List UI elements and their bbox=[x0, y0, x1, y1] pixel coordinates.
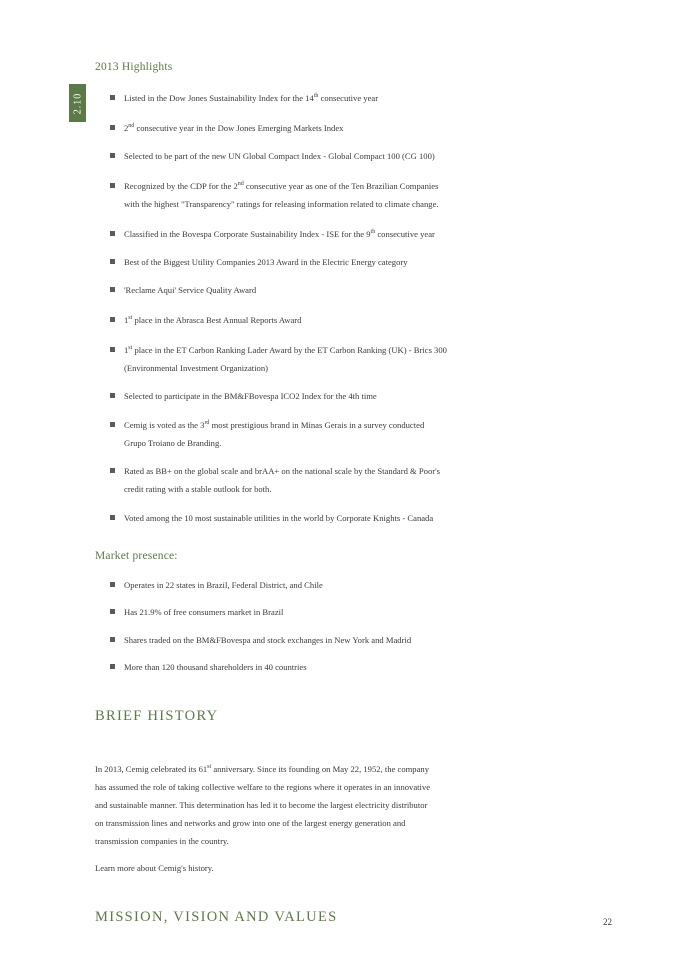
item-text-line2: credit rating with a stable outlook for both. bbox=[124, 484, 272, 494]
para-line: and sustainable manner. This determination has led it to become the largest electricity distributor bbox=[95, 800, 428, 810]
bullet-icon bbox=[110, 422, 115, 427]
item-text: 1 bbox=[124, 345, 129, 355]
item-text-line2: Grupo Troiano de Branding. bbox=[124, 438, 222, 448]
item-text: 2 bbox=[124, 123, 129, 133]
item-sup: st bbox=[128, 345, 133, 352]
item-text: 1 bbox=[124, 315, 129, 325]
bullet-icon bbox=[110, 637, 115, 642]
item-sup: st bbox=[128, 315, 133, 322]
item-text: consecutive year bbox=[318, 93, 379, 103]
item-sup: th bbox=[313, 93, 319, 100]
item-sup: th bbox=[370, 229, 376, 236]
item-text: Selected to be part of the new UN Global Compact Index - Global Compact 100 (CG 100) bbox=[124, 151, 435, 161]
para-line: has assumed the role of taking collective welfare to the regions where it operates in an innovative bbox=[95, 782, 431, 792]
bullet-icon bbox=[110, 259, 115, 264]
item-text: consecutive year in the Dow Jones Emerging Markets Index bbox=[134, 123, 344, 133]
item-text: Classified in the Bovespa Corporate Sustainability Index - ISE for the 9 bbox=[124, 229, 371, 239]
bullet-icon bbox=[110, 393, 115, 398]
learn-more-link[interactable]: Learn more about Cemig's history. bbox=[95, 863, 214, 873]
item-text: Operates in 22 states in Brazil, Federal District, and Chile bbox=[124, 580, 323, 590]
bullet-icon bbox=[110, 609, 115, 614]
item-text: Selected to participate in the BM&FBovespa ICO2 Index for the 4th time bbox=[124, 391, 377, 401]
item-text: Shares traded on the BM&FBovespa and stock exchanges in New York and Madrid bbox=[124, 635, 412, 645]
page-number: 22 bbox=[603, 917, 612, 927]
item-sup: rd bbox=[204, 420, 210, 427]
brief-history-heading: BRIEF HISTORY bbox=[95, 708, 219, 724]
item-text: Best of the Biggest Utility Companies 2013 Award in the Electric Energy category bbox=[124, 257, 408, 267]
bullet-icon bbox=[110, 664, 115, 669]
section-tab bbox=[69, 84, 86, 122]
item-text: Has 21.9% of free consumers market in Brazil bbox=[124, 607, 284, 617]
item-text: Recognized by the CDP for the 2 bbox=[124, 181, 238, 191]
bullet-icon bbox=[110, 582, 115, 587]
item-text-line2: (Environmental Investment Organization) bbox=[124, 363, 268, 373]
item-text: most prestigious brand in Minas Gerais in a survey conducted bbox=[209, 420, 425, 430]
bullet-icon bbox=[110, 153, 115, 158]
item-text: consecutive year as one of the Ten Brazilian Companies bbox=[243, 181, 439, 191]
mission-heading: MISSION, VISION AND VALUES bbox=[95, 909, 338, 925]
bullet-icon bbox=[110, 231, 115, 236]
bullet-icon bbox=[110, 125, 115, 130]
bullet-icon bbox=[110, 287, 115, 292]
bullet-icon bbox=[110, 468, 115, 473]
item-text: 'Reclame Aqui' Service Quality Award bbox=[124, 285, 257, 295]
item-text: Voted among the 10 most sustainable utilities in the world by Corporate Knights - Canada bbox=[124, 513, 434, 523]
item-text: place in the ET Carbon Ranking Lader Award by the ET Carbon Ranking (UK) - Brics 300 bbox=[132, 345, 447, 355]
para-line: on transmission lines and networks and grow into one of the largest energy generation and bbox=[95, 818, 406, 828]
item-text: Listed in the Dow Jones Sustainability Index for the 14 bbox=[124, 93, 314, 103]
para-sup: st bbox=[207, 764, 212, 771]
history-paragraph bbox=[95, 760, 495, 850]
highlights-heading: 2013 Highlights bbox=[95, 61, 173, 73]
para-line: transmission companies in the country. bbox=[95, 836, 229, 846]
item-text: place in the Abrasca Best Annual Reports Award bbox=[132, 315, 302, 325]
bullet-icon bbox=[110, 317, 115, 322]
item-text: More than 120 thousand shareholders in 40 countries bbox=[124, 662, 307, 672]
item-text-line2: with the highest "Transparency" ratings for releasing information related to climate change. bbox=[124, 199, 439, 209]
item-sup: nd bbox=[128, 123, 135, 130]
para-text: In 2013, Cemig celebrated its 61 bbox=[95, 764, 208, 774]
item-sup: nd bbox=[237, 181, 244, 188]
bullet-icon bbox=[110, 95, 115, 100]
bullet-icon bbox=[110, 183, 115, 188]
market-heading: Market presence: bbox=[95, 550, 178, 562]
section-number: 2.10 bbox=[72, 92, 83, 114]
para-text: anniversary. Since its founding on May 22, 1952, the company bbox=[211, 764, 430, 774]
bullet-icon bbox=[110, 515, 115, 520]
item-text: consecutive year bbox=[375, 229, 435, 239]
item-text: Rated as BB+ on the global scale and brAA+ on the national scale by the Standard & Poor's bbox=[124, 466, 441, 476]
bullet-icon bbox=[110, 347, 115, 352]
item-text: Cemig is voted as the 3 bbox=[124, 420, 205, 430]
